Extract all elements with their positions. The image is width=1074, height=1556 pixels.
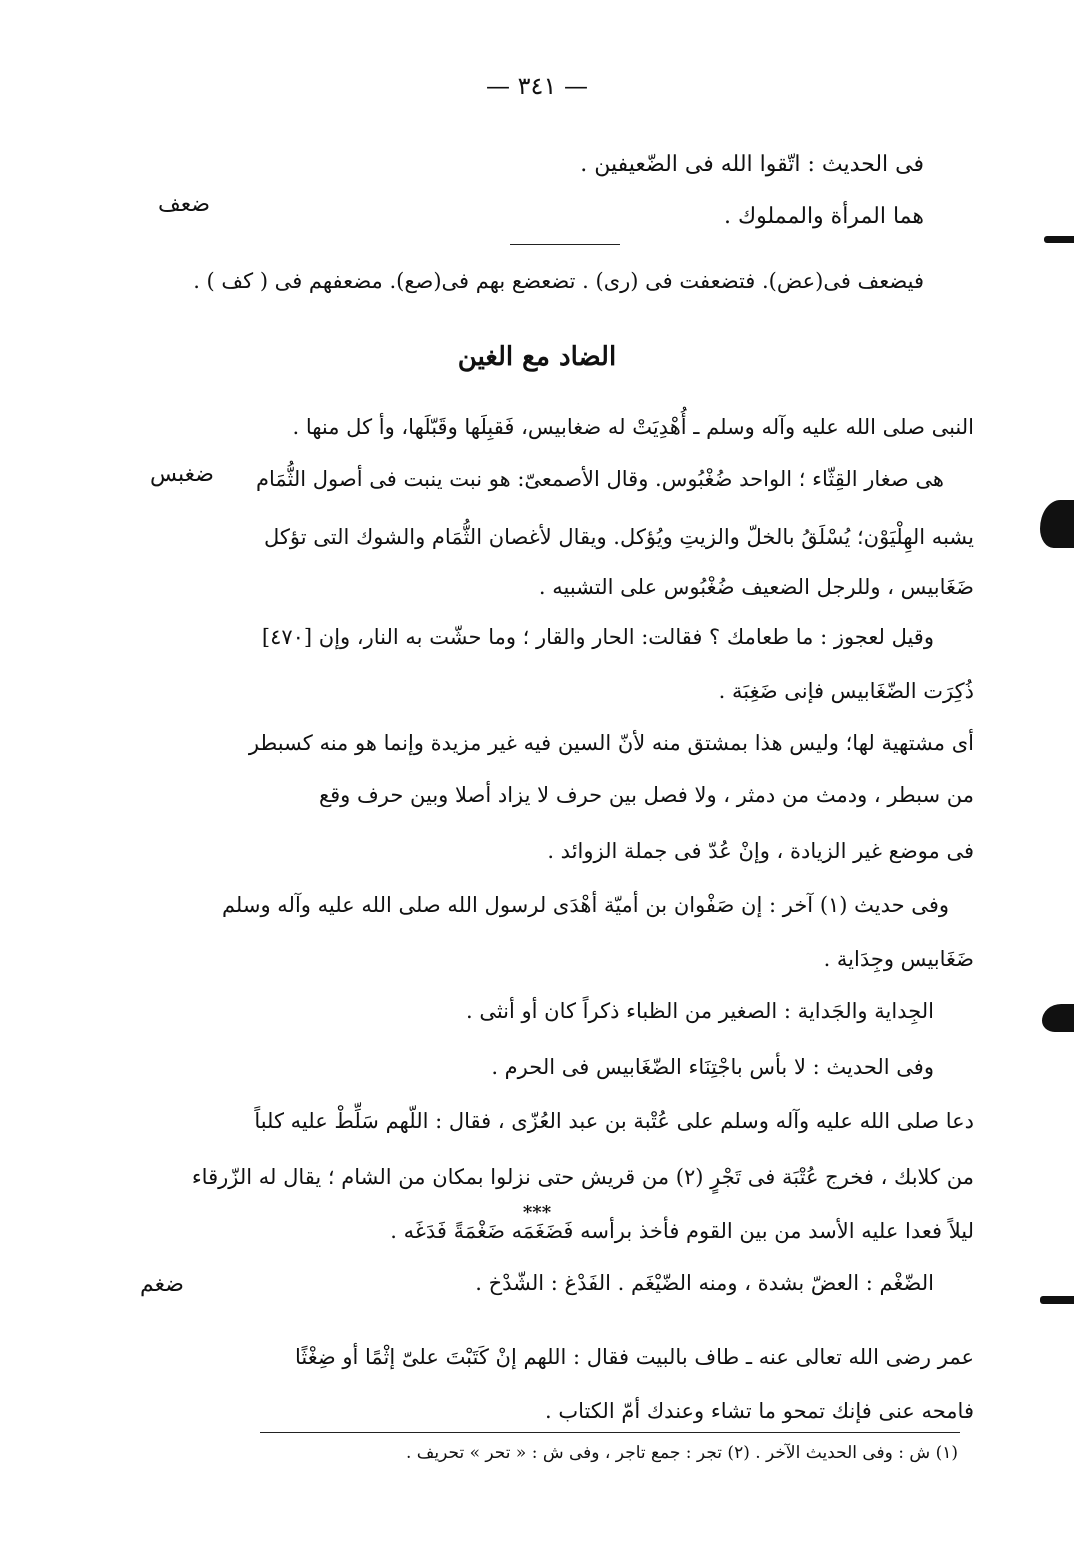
text-line: من سبطر ، ودمث من دمثر ، ولا فصل بين حرف لا يزاد أصلا وبين حرف وقع xyxy=(318,783,974,807)
text-line: عمر رضى الله تعالى عنه ـ طاف بالبيت فقال : اللهم إنْ كَتَبْتَ علىّ إثْمًا أو ضِغْثًا xyxy=(294,1345,974,1369)
footnotes: (١) ش : وفى الحديث الآخر . (٢) تجر : جمع تاجر ، وفى ش : « تحر » تحريف . xyxy=(406,1443,958,1463)
text-line: ذُكِرَت الضّغَابيس فإنى ضَغِبَة . xyxy=(718,679,974,703)
text-line: أى مشتهية لها؛ وليس هذا بمشتق منه لأنّ السين فيه غير مزيدة وإنما هو منه كسبطر xyxy=(248,731,974,755)
margin-keyword: ضغبس xyxy=(150,462,214,487)
margin-keyword: ضغم xyxy=(140,1272,184,1297)
text-line: فامحه عنى فإنك تمحو ما تشاء وعندك أمّ الكتاب . xyxy=(544,1399,974,1423)
text-line: فى الحديث : اتّقوا الله فى الضّعيفين . xyxy=(580,152,924,177)
text-line: هما المرأة والمملوك . xyxy=(724,204,924,229)
scan-edge-mark xyxy=(1040,1296,1074,1304)
scan-edge-mark xyxy=(1044,236,1074,243)
text-line: النبى صلى الله عليه وآله وسلم ـ أُهْدِيَتْ له ضغابيس، فَقبِلَها وقَبّلَها، وأ كل منها . xyxy=(292,415,974,439)
section-title: الضاد مع الغين xyxy=(457,342,617,372)
separator-rule xyxy=(510,244,620,245)
text-line: يشبه الهِلْيَوْن؛ يُسْلَقُ بالخلّ والزيتِ ويُؤكل. ويقال لأغصان الثُّمَام والشوك التى تؤكل xyxy=(263,525,974,549)
text-line: من كلابك ، فخرج عُتْبَة فى تَجْرٍ (٢) من قريش حتى نزلوا بمكان من الشام ؛ يقال له الزّرقاء xyxy=(191,1165,974,1189)
margin-keyword: ضعف xyxy=(158,192,211,217)
text-line: وقيل لعجوز : ما طعامك ؟ فقالت: الحار والقار ؛ وما حشّت به النار، وإن [٤٧٠] xyxy=(261,625,934,649)
text-line: هى صغار القِثّاء ؛ الواحد ضُغْبُوس. وقال الأصمعىّ: هو نبت ينبت فى أصول الثُّمَام xyxy=(256,467,944,491)
text-line: ضَغَابيس وجِدَاية . xyxy=(823,947,974,971)
text-line: ليلاً فعدا عليه الأسد من بين القوم فأخذ برأسه فَضَغَمَه ضَغْمَةً فَدَغَه . xyxy=(390,1219,974,1243)
text-line: ضَغَابيس ، وللرجل الضعيف ضُغْبُوس على التشبيه . xyxy=(538,575,974,599)
page-number: — ٣٤١ — xyxy=(486,72,588,100)
text-line: فى موضع غير الزيادة ، وإنْ عُدّ فى جملة الزوائد . xyxy=(547,839,974,863)
text-line: دعا صلى الله عليه وآله وسلم على عُتْبة بن عبد العُزّى ، فقال : اللّهم سَلِّطْ عليه كلباً xyxy=(254,1109,974,1133)
scan-edge-mark xyxy=(1042,1004,1074,1032)
text-line: وفى حديث (١) آخر : إن صَفْوان بن أميّة أهْدَى لرسول الله صلى الله عليه وآله وسلم xyxy=(221,893,949,917)
text-line: الجِداية والجَداية : الصغير من الظباء ذكراً كان أو أنثى . xyxy=(465,999,934,1023)
text-line: وفى الحديث : لا بأس باجْتِنَاء الضّغَابيس فى الحرم . xyxy=(491,1055,934,1079)
section-stars: *** xyxy=(522,1202,552,1223)
text-line: الضّغْم : العضّ بشدة ، ومنه الضّيْغَم . الفَدْغ : الشّدْخ . xyxy=(475,1271,934,1295)
reference-line: فيضعف فى(عض). فتضعفت فى (رى) . تضعضع بهم فى(صع). مضعفهم فى ( كف ) . xyxy=(193,269,924,293)
scan-edge-mark xyxy=(1040,500,1074,548)
footnote-rule xyxy=(260,1432,960,1433)
